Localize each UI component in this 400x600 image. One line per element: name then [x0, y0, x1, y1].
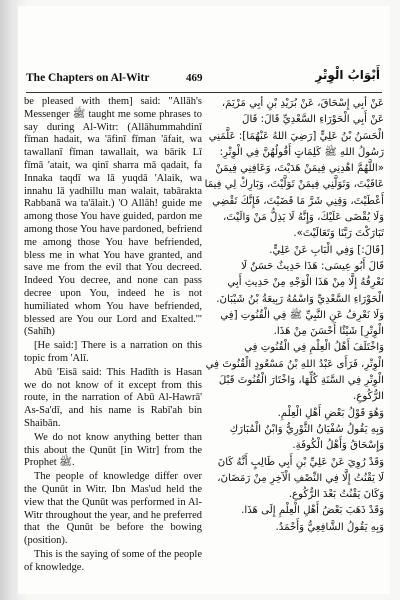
arabic-line: «اللَّهُمَّ اهْدِنِي فِيمَنْ هَدَيْتَ، وَعَافِنِي فِيمَنْ	[215, 163, 384, 175]
arabic-line: وَقَدْ رُوِيَ عَنْ عَلِيِّ بْنِ أَبِي طَالِبٍ أَنَّهُ كَانَ	[217, 456, 384, 468]
arabic-line: الْوِتْرِ، فَرَأَى عَبْدُ اللهِ بْنُ مَسْعُودٍ الْقُنُوتَ فِي	[205, 358, 384, 370]
english-paragraph: The people of knowledge differ over the Qunūt in Witr. Ibn Mas'ud held the view that the Qunūt was performed in Al-Witr throughout the year, and he preferred that the Qunūt be before the bowing (position).	[24, 471, 202, 547]
header-rule	[26, 92, 382, 93]
english-paragraph: Abū 'Eisā said: This Hadīth is Hasan we do not know of it except from this route, in the narration of Abū Al-Hawrā' As-Sa'dī, and his name is Rabī'ah bin Shaibān.	[24, 366, 202, 429]
book-page	[18, 6, 390, 594]
arabic-line: وَإِسْحَاقُ وَأَهْلُ الْكُوفَةِ.	[292, 440, 384, 452]
arabic-line: عَافَيْتَ، وَتَوَلَّنِي فِيمَنْ تَوَلَّيْتَ، وَبَارِكْ لِي فِيمَا	[204, 179, 384, 191]
arabic-line: تَبَارَكْتَ رَبَّنَا وَتَعَالَيْتَ».	[293, 228, 384, 240]
arabic-line: الْوِتْرِ] شَيْئًا أَحْسَنَ مِنْ هَذَا.	[273, 326, 384, 338]
arabic-line: الْوِتْرِ فِي السَّنَةِ كُلِّهَا، وَاخْتَارَ الْقُنُوتَ قَبْلَ	[218, 375, 384, 387]
arabic-line: وَقَدْ ذَهَبَ بَعْضُ أَهْلِ الْعِلْمِ إِلَى هَذَا.	[241, 505, 384, 517]
english-paragraph: We do not know anything better than this about the Qunūt [in Witr] from the Prophet ﷺ.	[24, 431, 202, 469]
arabic-line: الْحَوْرَاءِ السَّعْدِيِّ وَاسْمُهُ رَبِيعَةُ بْنُ شَيْبَانَ.	[216, 293, 384, 305]
arabic-line: [قَالَ:] وَفِي الْبَابِ عَنْ عَلِيٍّ.	[269, 244, 384, 256]
english-column	[24, 96, 202, 586]
english-paragraph: This is the saying of some of the people of knowledge.	[24, 548, 202, 573]
arabic-line: وَلَا نَعْرِفُ عَنِ النَّبِيِّ ﷺ فِي الْقُنُوتِ [فِي	[220, 309, 384, 321]
arabic-line: قَالَ أَبُو عِيسَى: هَذَا حَدِيثٌ حَسَنٌ لَا	[241, 260, 384, 272]
header-arabic-title: أَبْوَابُ الْوِتْرِ	[315, 68, 380, 82]
english-paragraph: be pleased with them] said: "Allāh's Messenger ﷺ taught me some phrases to say during Al-Witr: (Allāhummahdinī fīman hadait, wa 'āfinī fīman 'āfait, wa tawallanī fīman tawallait, wa bārik Lī fīmā 'atait, wa qinī sharra mā qadait, fa Innaka taqdī wa lā yuqdā 'Alaik, wa innahu lā yadhillu man walait, tabārakta Rabbanā wa ta'ālait.) 'O Allāh! guide me among those You have guided, pardon me among those You have pardoned, befriend me among those You have befriended, bless me in what You have granted, and save me from the evil that You decreed. Indeed You decree, and none can pass decree upon You, indeed he is not humiliated whom You have befriended, blessed are You our Lord and Exalted.'" (Sahīh)	[24, 96, 202, 338]
arabic-line: الْحَسَنُ بْنُ عَلِيٍّ [رَضِيَ اللهُ عَنْهُمَا]: عَلَّمَنِي	[208, 130, 384, 142]
arabic-line: وَكَانَ يَقْنُتُ بَعْدَ الرُّكُوعِ.	[288, 489, 384, 501]
arabic-column	[204, 96, 384, 586]
header-chapter-title: The Chapters on Al-Witr	[26, 72, 150, 84]
arabic-line: لَا يَقْنُتُ إِلَّا فِي النِّصْفِ الْآخِرِ مِنْ رَمَضَانَ،	[217, 472, 384, 484]
page-header	[26, 68, 382, 92]
arabic-line: وَاخْتَلَفَ أَهْلُ الْعِلْمِ فِي الْقُنُوتِ فِي	[244, 342, 384, 354]
english-paragraph: [He said:] There is a narration on this topic from 'Alī.	[24, 340, 202, 364]
arabic-line: نَعْرِفُهُ إِلَّا مِنْ هَذَا الْوَجْهِ مِنْ حَدِيثِ أَبِي	[227, 277, 384, 289]
arabic-line: وَبِهِ يَقُولُ سُفْيَانُ الثَّوْرِيُّ وَابْنُ الْمُبَارَكِ	[229, 423, 384, 435]
arabic-line: وَهُوَ قَوْلُ بَعْضِ أَهْلِ الْعِلْمِ.	[277, 407, 384, 419]
arabic-line: عَنْ أَبِي الْحَوْرَاءِ السَّعْدِيِّ قَالَ: قَالَ	[242, 114, 384, 126]
arabic-line: وَبِهِ يَقُولُ الشَّافِعِيُّ وَأَحْمَدُ.	[275, 521, 384, 533]
arabic-line: وَلَا يُقْضَى عَلَيْكَ، وَإِنَّهُ لَا يَذِلُّ مَنْ وَالَيْتَ،	[223, 212, 384, 224]
arabic-line: عَنْ أَبِي إِسْحَاقَ، عَنْ بُرَيْدِ بْنِ أَبِي مَرْيَمَ،	[221, 98, 384, 109]
arabic-line: أَعْطَيْتَ، وَقِنِي شَرَّ مَا قَضَيْتَ، فَإِنَّكَ تَقْضِي	[212, 195, 384, 207]
page-number: 469	[186, 72, 203, 84]
arabic-line: رَسُولُ اللهِ ﷺ كَلِمَاتٍ أَقُولُهُنَّ فِي الْوِتْرِ:	[219, 146, 384, 158]
arabic-line: الرُّكُوعِ.	[353, 391, 384, 403]
